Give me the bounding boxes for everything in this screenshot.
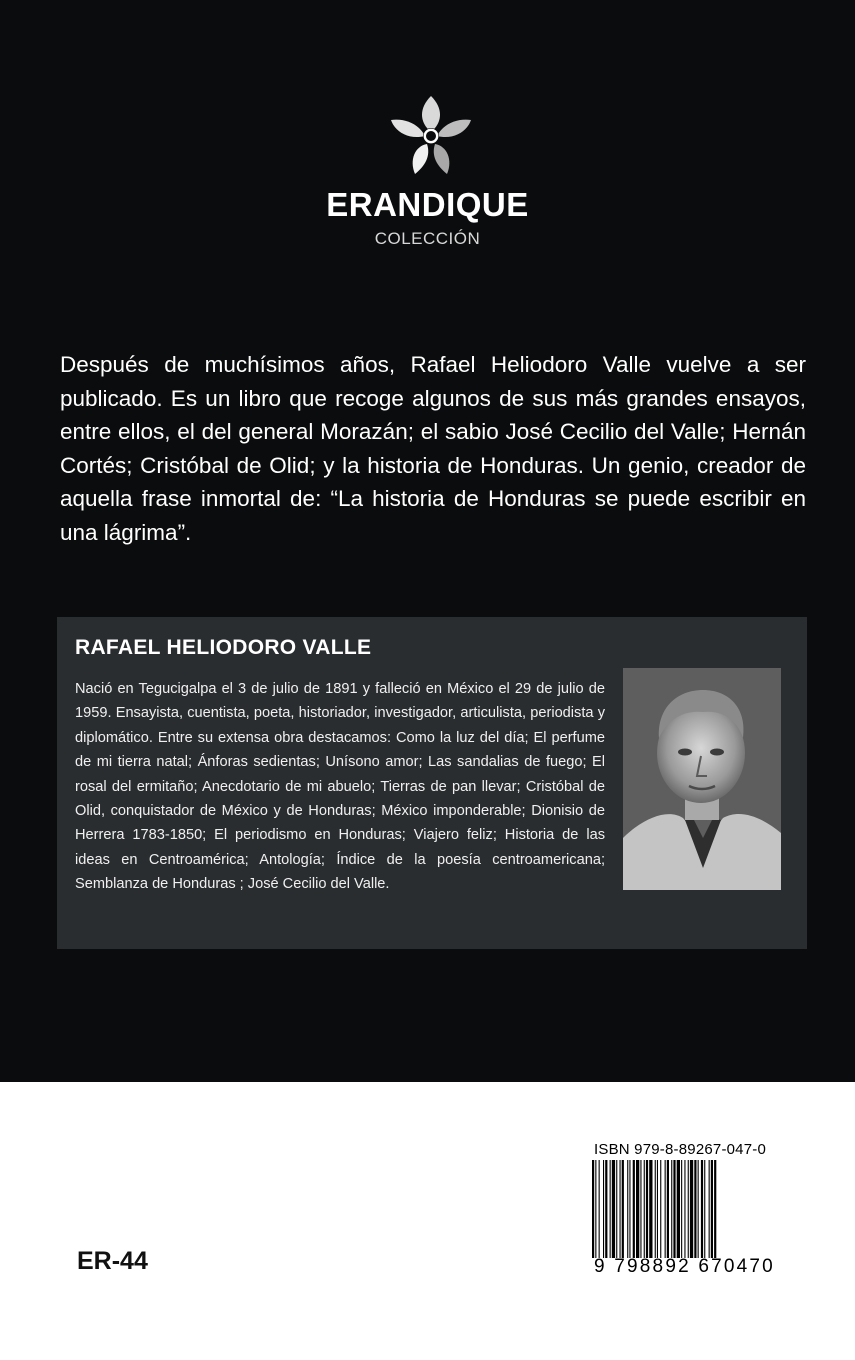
brand-name: ERANDIQUE [326, 186, 529, 223]
book-blurb: Después de muchísimos años, Rafael Heliodoro Valle vuelve a ser publicado. Es un libro que recoge algunos de sus más grandes ensayos, entre ellos, el del general Morazán; el sabio José Cecilio del Valle; Hernán Cortés; Cristóbal de Olid; y la historia de Honduras. Un genio, creador de aquella frase inmortal de: “La historia de Honduras se puede escribir en una lágrima”. [60, 352, 806, 545]
author-bio: Nació en Tegucigalpa el 3 de julio de 1891 y falleció en México el 29 de julio de 1959. Ensayista, cuentista, poeta, historiador, investigador, articulista, periodista y diplomático. Entre su extensa obra destacamos: Como la luz del día; El perfume de mi tierra natal; Ánforas sedientas; Unísono amor; Las sandalias de fuego; El rosal del ermitaño; Anecdotario de mi abuelo; Tierras de pan llevar; Cristóbal de Olid, conquistador de México y de Honduras; México imponderable; Dionisio de Herrera 1783-1850; El periodismo en Honduras; Viajero feliz; Historia de las ideas en Centroamérica; Antología; Índice de la poesía centroamericana; Semblanza de Honduras ; José Cecilio del Valle. [75, 681, 605, 893]
collection-code: ER-44 [77, 1247, 148, 1275]
flower-logo-icon [381, 90, 481, 190]
barcode-digits: 9 798892 670470 [594, 1256, 775, 1277]
author-panel [57, 617, 807, 949]
isbn-label: ISBN 979-8-89267-047-0 [594, 1141, 767, 1158]
author-portrait [623, 668, 781, 890]
brand-subtitle: COLECCIÓN [374, 229, 481, 248]
author-name: RAFAEL HELIODORO VALLE [75, 636, 372, 659]
barcode-icon [590, 1160, 756, 1258]
